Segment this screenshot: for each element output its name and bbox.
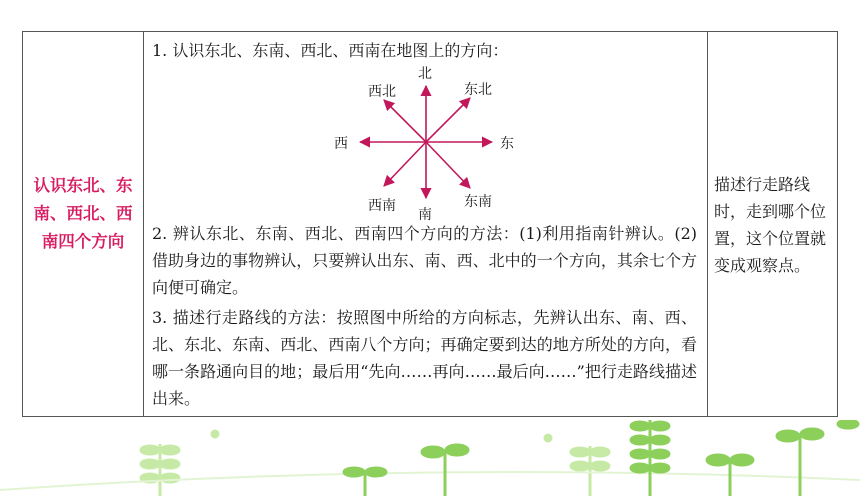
- label-northwest: 西北: [368, 84, 396, 100]
- label-east: 东: [500, 136, 514, 152]
- point-2: 2. 辨认东北、东南、西北、西南四个方向的方法：(1)利用指南针辨认。(2)借助身边的事物辨认，只要辨认出东、南、西、北中的一个方向，其余七个方向便可确定。: [152, 224, 697, 297]
- sprout-decoration: [0, 420, 860, 496]
- label-west: 西: [334, 136, 348, 152]
- arrow-northwest: [384, 100, 426, 142]
- topic-cell: [23, 32, 144, 416]
- compass-diagram: [324, 62, 524, 222]
- label-southwest: 西南: [368, 198, 396, 214]
- label-southeast: 东南: [464, 194, 492, 210]
- note-text: 描述行走路线时，走到哪个位置，这个位置就变成观察点。: [714, 175, 827, 275]
- arrow-southeast: [426, 142, 470, 188]
- label-south: 南: [418, 207, 432, 223]
- content-cell: [144, 32, 708, 416]
- arrow-northeast: [426, 98, 470, 142]
- note-cell: [708, 32, 837, 416]
- topic-title: 认识东北、东南、西北、西南四个方向: [33, 176, 133, 251]
- arrow-southwest: [384, 142, 426, 186]
- point-3: 3. 描述行走路线的方法：按照图中所给的方向标志，先辨认出东、南、西、北、东北、东南、西北、西南八个方向；再确定要到达的地方所处的方向，看哪一条路通向目的地；最后用“先向……再向……最后向……”把行走路线描述出来。: [152, 308, 697, 408]
- label-northeast: 东北: [464, 82, 492, 98]
- knowledge-table: [22, 31, 838, 417]
- label-north: 北: [418, 66, 432, 82]
- point-1: 1. 认识东北、东南、西北、西南在地图上的方向：: [152, 41, 509, 60]
